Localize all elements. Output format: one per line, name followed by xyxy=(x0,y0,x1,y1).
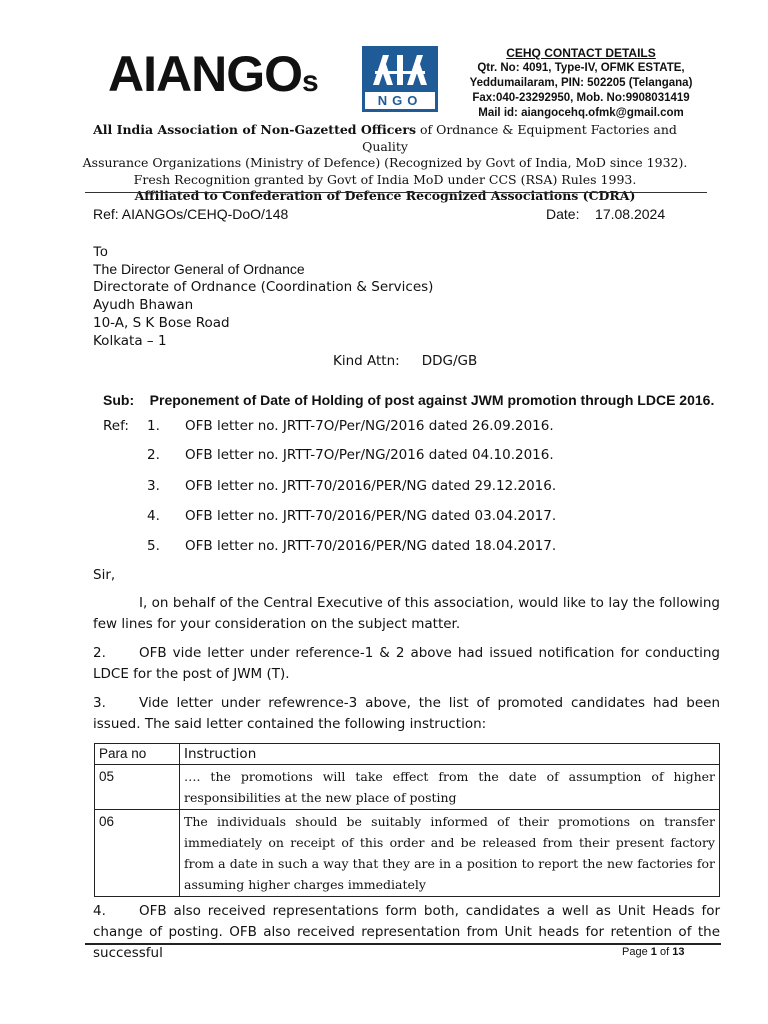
paragraph-num: 2. xyxy=(93,645,106,661)
reference-num: 3. xyxy=(147,478,160,494)
reference-text: OFB letter no. JRTT-70/2016/PER/NG dated 03.04.2017. xyxy=(185,508,557,524)
reference-num: 4. xyxy=(147,508,160,524)
subject-line xyxy=(103,391,714,409)
reference-num: 1. xyxy=(147,418,160,434)
emblem-ngo-label: NGO xyxy=(365,92,435,109)
table-header-instruction: Instruction xyxy=(180,744,720,765)
reference-text: OFB letter no. JRTT-7O/Per/NG/2016 dated 04.10.2016. xyxy=(185,447,554,463)
address-line: Directorate of Ordnance (Coordination & Services) xyxy=(93,279,434,295)
contact-details xyxy=(466,46,696,121)
subject-text: Preponement of Date of Holding of post against JWM promotion through LDCE 2016. xyxy=(149,392,715,408)
reference-item xyxy=(147,417,554,435)
kind-attention xyxy=(333,352,477,370)
association-name: All India Association of Non-Gazetted Officers xyxy=(93,122,416,137)
logo-main: AIANGO xyxy=(108,46,302,102)
table-header-row xyxy=(95,744,720,765)
letter-reference: Ref: AIANGOs/CEHQ-DoO/148 xyxy=(93,206,289,222)
reference-item xyxy=(147,477,556,495)
page-total: 13 xyxy=(672,946,685,958)
association-affiliation: Affiliated to Confederation of Defence Recognized Associations (CDRA) xyxy=(134,188,636,203)
contact-line: Qtr. No: 4091, Type-IV, OFMK ESTATE, xyxy=(477,62,685,74)
table-cell-instruction: …. the promotions will take effect from the date of assumption of higher responsibilities at the new place of posting xyxy=(180,765,720,810)
reference-text: OFB letter no. JRTT-70/2016/PER/NG dated 18.04.2017. xyxy=(185,538,557,554)
logo-suffix: s xyxy=(302,65,318,98)
header-divider xyxy=(85,192,707,193)
table-cell-instruction: The individuals should be suitably informed of their promotions on transfer immediately on receipt of this order and be released from their present factory from a date in such a way that they are in a position to report the new factories for assuming higher charges immediately xyxy=(180,810,720,897)
table-cell-para: 06 xyxy=(95,810,180,897)
association-name-rest: of Ordnance & Equipment Factories and Quality xyxy=(362,122,677,154)
association-fresh-recognition: Fresh Recognition granted by Govt of India MoD under CCS (RSA) Rules 1993. xyxy=(133,171,637,187)
salutation: Sir, xyxy=(93,567,116,583)
paragraph-2 xyxy=(93,643,720,685)
to-label: To xyxy=(93,243,108,259)
paragraph-text: OFB vide letter under reference-1 & 2 above had issued notification for conducting LDCE for the post of JWM (T). xyxy=(93,645,720,682)
table-row xyxy=(95,810,720,897)
attn-label: Kind Attn: xyxy=(333,353,400,369)
paragraph-num: 4. xyxy=(93,903,106,919)
table-header-para: Para no xyxy=(95,744,180,765)
contact-line: Yeddumailaram, PIN: 502205 (Telangana) xyxy=(469,77,693,89)
page-current: 1 xyxy=(650,946,657,958)
emblem-aia-glyph xyxy=(369,51,431,87)
reference-text: OFB letter no. JRTT-7O/Per/NG/2016 dated 26.09.2016. xyxy=(185,418,554,434)
reference-item xyxy=(147,446,554,464)
page-number xyxy=(622,946,684,958)
references-label: Ref: xyxy=(103,418,129,434)
logo-wordmark xyxy=(108,44,318,112)
footer-divider xyxy=(85,943,721,945)
association-recognition: Assurance Organizations (Ministry of Defence) (Recognized by Govt of India, MoD since 1932). xyxy=(82,155,688,170)
table-row xyxy=(95,765,720,810)
association-emblem-icon xyxy=(362,46,438,112)
sub-label: Sub: xyxy=(103,392,135,408)
contact-title: CEHQ CONTACT DETAILS xyxy=(506,46,656,60)
date-value: 17.08.2024 xyxy=(595,206,666,222)
instruction-table xyxy=(94,743,720,897)
reference-item xyxy=(147,507,556,525)
address-line: Ayudh Bhawan xyxy=(93,297,194,313)
reference-num: 5. xyxy=(147,538,160,554)
reference-item xyxy=(147,537,556,555)
attn-value: DDG/GB xyxy=(421,353,478,369)
paragraph-text: Vide letter under refewrence-3 above, the list of promoted candidates had been issued. The said letter contained the following instruction: xyxy=(93,695,720,732)
addressee-title: The Director General of Ordnance xyxy=(93,261,305,277)
paragraph-text: OFB also received representations form both, candidates a well as Unit Heads for change of posting. OFB also received representation from Unit heads for retention of the successful xyxy=(93,903,720,961)
paragraph-1: I, on behalf of the Central Executive of this association, would like to lay the following few lines for your consideration on the subject matter. xyxy=(93,595,720,632)
paragraph-3 xyxy=(93,693,720,735)
date-label: Date: xyxy=(546,206,580,222)
letter-date xyxy=(546,205,665,223)
page-of-label: of xyxy=(659,946,670,958)
addressee-block xyxy=(93,242,433,350)
address-line: Kolkata – 1 xyxy=(93,333,167,349)
contact-email: Mail id: aiangocehq.ofmk@gmail.com xyxy=(478,107,684,119)
contact-line: Fax:040-23292950, Mob. No:9908031419 xyxy=(472,92,690,104)
table-cell-para: 05 xyxy=(95,765,180,810)
page-label: Page xyxy=(622,946,648,958)
paragraph-num: 3. xyxy=(93,695,106,711)
address-line: 10-A, S K Bose Road xyxy=(93,315,230,331)
reference-text: OFB letter no. JRTT-70/2016/PER/NG dated 29.12.2016. xyxy=(185,478,557,494)
reference-num: 2. xyxy=(147,447,160,463)
emblem-top xyxy=(365,49,435,89)
